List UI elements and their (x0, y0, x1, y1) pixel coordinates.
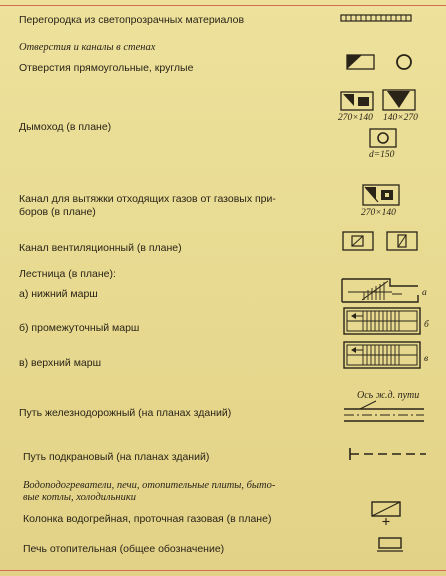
top-border-line (0, 5, 446, 6)
stairs-lower-letter: а (422, 288, 427, 298)
stairs-middle-symbol (343, 307, 421, 335)
openings-label: Отверстия прямоугольные, круглые (19, 62, 194, 74)
stairs-lower-label: а) нижний марш (19, 288, 98, 300)
bottom-border-line (0, 570, 446, 571)
vent-channel-symbol-1 (342, 231, 374, 251)
crane-track-symbol (348, 446, 428, 462)
chimney-diameter-caption: d=150 (369, 150, 395, 160)
partition-symbol (340, 13, 412, 23)
gas-channel-label-line2: боров (в плане) (19, 206, 96, 218)
crane-track-label: Путь подкрановый (на планах зданий) (23, 451, 210, 463)
rectangular-opening-symbol (346, 52, 376, 72)
vent-channel-symbol-2 (386, 231, 418, 251)
stairs-upper-label: в) верхний марш (19, 357, 102, 369)
round-opening-symbol (394, 52, 414, 72)
railway-symbol (340, 399, 426, 427)
heaters-header-line2: вые котлы, холодильники (23, 492, 136, 503)
gas-channel-symbol (362, 184, 400, 206)
openings-section-header: Отверстия и каналы в стенах (19, 42, 156, 53)
water-heater-symbol (370, 500, 404, 526)
partition-label: Перегородка из светопрозрачных материалов (19, 14, 245, 26)
chimney-label: Дымоход (в плане) (19, 121, 112, 133)
stairs-label: Лестница (в плане): (19, 268, 116, 280)
gas-channel-label-line1: Канал для вытяжки отходящих газов от газовых при- (19, 193, 276, 205)
stairs-lower-symbol (340, 276, 422, 304)
railway-axis-caption: Ось ж.д. пути (357, 390, 420, 401)
stairs-middle-label: б) промежуточный марш (19, 322, 140, 334)
railway-label: Путь железнодорожный (на планах зданий) (19, 407, 232, 419)
stairs-middle-letter: б (424, 320, 429, 330)
chimney-size-caption-2: 140×270 (383, 113, 418, 123)
vent-channel-label: Канал вентиляционный (в плане) (19, 242, 182, 254)
chimney-size-caption-1: 270×140 (338, 113, 373, 123)
stove-symbol (377, 536, 405, 554)
stairs-upper-letter: в (424, 354, 429, 364)
gas-channel-size-caption: 270×140 (361, 208, 396, 218)
chimney-symbol-1 (340, 91, 374, 111)
water-heater-label: Колонка водогрейная, проточная газовая (в плане) (23, 513, 272, 525)
stairs-upper-symbol (343, 341, 421, 369)
stove-label: Печь отопительная (общее обозначение) (23, 543, 225, 555)
chimney-symbol-2 (382, 89, 416, 111)
heaters-header-line1: Водоподогреватели, печи, отопительные плиты, быто- (23, 480, 276, 491)
chimney-round-symbol (369, 128, 397, 148)
